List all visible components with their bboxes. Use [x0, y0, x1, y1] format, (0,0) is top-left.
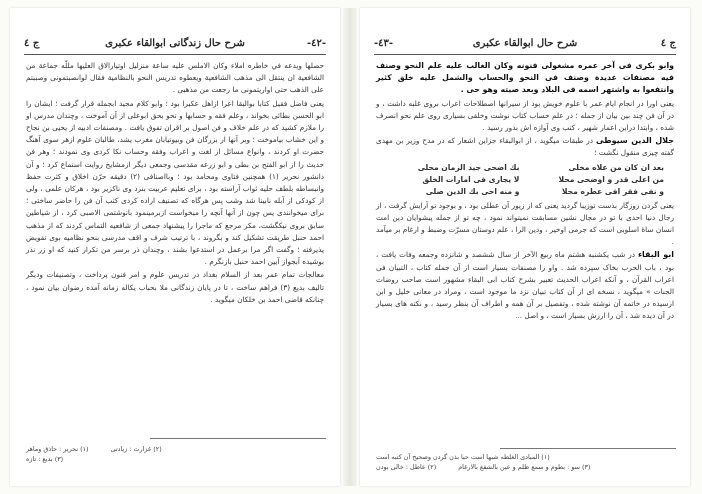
abul-baqa-paragraph	[376, 249, 674, 322]
abul-baqa-label: ابو البقاء	[637, 250, 674, 260]
poem-verse: لا یجاری فی امارات الخلق	[422, 174, 520, 184]
right-page-title: شرح حال ابوالقاء عکبری	[472, 38, 578, 49]
right-page-header	[374, 38, 676, 54]
paragraph: معالجات تمام عمر بعد از السلام بغداد در تدریس علوم و امر فنون پرداخت ، وتصنیفات ودیگر تالیف بدیع (٣) فراهم ساخت ، تا در پایان زندگانی ملا بحباب یکاله زمانه آمده رضوان بیان نمود ، چنانکه قاضی احمد بن خلکان میگوید .	[26, 270, 324, 304]
poem-verse: بك اضحی جید الزمان محلی	[417, 162, 520, 172]
paragraph: یعنی فاضل فقیل کتابا بوالبقا اعرا ازاهل عکبرا بود ؛ وابو کلام مجید ابجمله قرار گرفت ؛ ایشان را ابو الحسن بطائی بخواند ، وعلم فقه و حسابها و نحو بحق ابوعلی از آن آموخت ، وچندان مدرس او را ملازم کشید که در علم خلاف و فن اصول بر اقران تفوق یافت . ومصنفات ادبیه از یحیی بن نجاح و این خشاب بیاموخت ؛ وبر آنها ار بزرگان فن وبیوتیابان مغرب یشد، طالبان علوم ازهر سوی آهنگ حضرت او کردند ، وانواع مسائل از لغت و اعراب وفقه وحساب نکا کردی وی نمودند ؛ وهر فن حدیث را از ابو الفتح بن بطی و ابو زرعه مقدسی وجمعی دیگر ازمشایخ روایت استماع کرد ؛ و آن دانشور نحریر (١) همچنین فتاوی ومحامد بود ؛ وبااصنافی (٢) دقیقه حرّن اخلاق و کثرت حفظ وانبساطه بلطف حلیه ثواب آراسته بود ، برای تعلیم عربیت بنزد وی ناکزیر بود ، هرکان علمی ، ولی از کودکی از آبله نابینا شد وشب پس هرگاه که تصنیف اراده کردی کتب آن فن را حاضر ساختی ؛ برای میخوانندی یس چون از آنها آنچه را میخواست ازبرمینمود بانوشتمی الاصبی کرد ، از شیاطین سابق بروی نیکگشت، مکر مرجع که ماجرا را پیشنهاد جمعی از شافعیه التماس کردند که از مذهب احمد حنبل طریقت تشکیل کند و بگروند ، با ترتیب شرف و اقف مدرسی بنحو نظامیه بوی تفویض پذیرفته ؛ وگفت اگر مرا برعمل در استدعوا بشند ، وچندان ذر برسر من تکرار کنید که او زر نذر بوشیده آبجواز آیین احمد حنبل بازنگرم .	[26, 98, 325, 267]
poem-verse: من اعلی قدر و اوضحی محلا	[558, 174, 664, 184]
poem	[386, 162, 664, 198]
footnote: (٣) بدیع : تازه	[26, 455, 64, 463]
poem-column-right	[386, 162, 519, 198]
arabic-quote: وابو بکری فی آخر عمره مشغولی فنونه وکان الغالب علیه علم النحو وصنف فیه مصنفات عدیدة وصنف فی النحو والحساب والشمل علیه خلق کثیر وانتفعوا به واشتهر اسمه فی البلاد وبعد صیته وهو حی .	[376, 61, 674, 95]
footnote: (٣) سو : بطوم و سمع ظلم و عین بالشفع بالارغام	[458, 463, 591, 471]
section-intro: در طبقات میگوید ، از ابوالبقاء جزاین اشعار که در مدح وزیر بن مهدی گفته چیزی منقول نگشت ؛	[376, 136, 674, 158]
left-footnotes	[26, 444, 324, 464]
left-page-title: شرح حال زندگانی ابوالقاء عکبری	[105, 38, 245, 49]
footnote-rule	[150, 438, 326, 439]
paragraph: حصلها ويدعه في خاطره املاء وكان الاملس عليه ساعة منزلیل اوتیارالاق العلیها مللّه جماعة من الشافعیة ان ینتقل الی مذهب الشافعیة ویعطوه تدریس النحو بالنظامیة فقال لوانصبتمونی وصببتم علی الذهب حتی اواریتمونی ما رجعت من مذهبی .	[26, 61, 324, 95]
book-gutter	[343, 8, 357, 486]
poem-column-left	[531, 162, 664, 198]
right-page	[360, 8, 690, 486]
left-page-number: ج ٤	[24, 38, 40, 49]
footnote: (٢) غزارت : زیادتی	[110, 445, 162, 453]
poem-verse: و نفی فقر افی عطره محلا	[561, 186, 664, 196]
footnote-rule	[500, 448, 676, 449]
footnote: (١) نحریر : حاذق وماهر	[26, 445, 89, 453]
footnote: (١) المبادی الغلطه شبها است حبا بذن گردن وصحيح آن كتبه است	[376, 453, 550, 461]
paragraph-text: در شب یکشنبه هشتم ماه ربیع الآخر از سال ششصد و شانزده وجمعه وفات یافت ، بود ، باب الحرب بخاک سپرده شد . واو را مصنفات بسیار است از آن جمله کتاب ، التبیان فی اعراب القرآن ، و آنکه اعراب الحدیث تعبیر بشرح کتاب ابی البقاء مشهور است صاحب روضات الجنات » میگوید ، نسخه ای از آن کتاب تبیان نزد ما موجود است ، ومراد در معانی خلیل و ابن ارسیده در خاتمه آن نوشته شده ، وتفصیل بر آن همه و اطراف آن بنظر رسید ، و نکته های بسیار در آن دیده شد ، آن را ارزش بسیار است ، و اصل ...	[376, 250, 674, 321]
paragraph: یعنی اورا در انجام ایام عمر با علوم خویش بود از سیرانها اصطلاحات اعراب بروی غلبه داشت ، و در آن فن چند بین بیان از جمله ؛ در علم حساب کتاب نوشت وخلقی بسیاری روی علم نحو انصرف شده ، وابتدا دراین اعمار شهیر ، کتب وی آوازه اش بدور رسید .	[376, 98, 674, 133]
footnote: (٢) عاطل : خالی بودن	[376, 463, 437, 471]
header-rule	[374, 54, 676, 55]
left-page-body	[26, 60, 324, 307]
paragraph: یعنی گردن روزگار بذست توزیبا گردید یعنی که از زیور آن عطلی بود ، و بوجود تو آرایش گرفت ، از رجال دنیا احدی با تو در مجال نشین مسابقت نمیتواند نمود ، چه تو از جمله پیشوایان دین امت انسان ساهٔ اسلوبی است که جرمی اوخیر ، ودین الرا ، علم دوستان مسرّت وضبط و ارغام بر میآمد .	[376, 200, 674, 247]
left-page-header	[24, 38, 326, 54]
section-title: جلال الدین سیوطی	[596, 136, 674, 146]
right-footnotes	[376, 452, 674, 472]
right-page-folio: -٤٣-	[374, 38, 394, 49]
suyuti-paragraph	[376, 135, 674, 159]
right-page-body	[376, 60, 674, 324]
left-page	[10, 8, 340, 486]
poem-verse: بعد ان کان من علاه مخلی	[568, 162, 664, 172]
right-page-number: ج ٤	[660, 38, 676, 49]
poem-verse: و منه احی بك الدین صلی	[425, 186, 520, 196]
left-page-folio: -٤٢-	[306, 38, 326, 49]
header-rule	[24, 54, 326, 55]
